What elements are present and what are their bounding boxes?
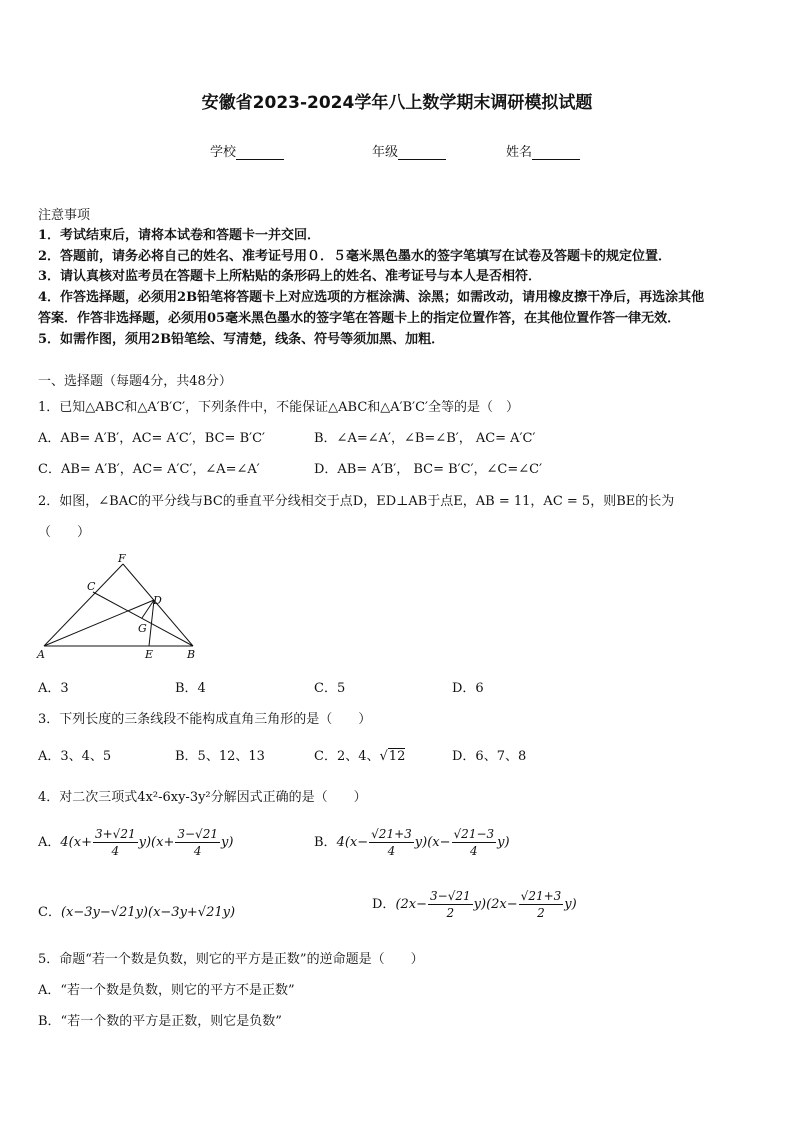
q5-option-a: A．“若一个数是负数，则它的平方不是正数” [38,983,295,998]
q1-option-c: C．AB= A′B′，AC= A′C′，∠A=∠A′ [38,462,260,477]
label-f: F [118,552,126,565]
school-blank [236,147,284,160]
label-c: C [87,580,96,593]
q1-option-d: D．AB= A′B′， BC= B′C′，∠C=∠C′ [314,462,543,477]
label-a: A [37,648,45,661]
label-d: D [153,594,162,607]
sqrt-icon: √ [379,749,388,764]
q5-option-b: B．“若一个数的平方是正数，则它是负数” [38,1014,282,1029]
q3-option-c [314,745,405,764]
q2-paren: （ ） [38,525,91,540]
q2-figure [30,552,210,664]
q2-stem: 2．如图，∠BAC的平分线与BC的垂直平分线相交于点D，ED⊥AB于点E，AB = 11，AC = 5，则BE的长为 [38,494,675,509]
q4-option-c-label: C． [38,905,61,920]
q4-option-d-label: D． [372,897,396,912]
notice-item-5: 5．如需作图，须用2B铅笔绘、写清楚，线条、符号等须加黑、加粗． [38,332,445,347]
notice-heading: 注意事项 [38,208,91,223]
q4-option-a-label: A． [38,835,61,850]
school-field [210,141,284,160]
q3-option-c-prefix: C．2、4、 [314,749,380,764]
q1-option-a: A．AB= A′B′，AC= A′C′，BC= B′C′ [38,431,265,446]
label-g: G [138,622,147,635]
q4-b-frac1: $\frac{√21+3}{4}$ [371,827,412,858]
grade-blank [398,147,446,160]
notice-item-1: 1．考试结束后，请将本试卷和答题卡一并交回． [38,228,321,243]
q4-option-c-expr: (x−3y−√21y)(x−3y+√21y) [60,905,236,920]
q4-option-a: A．4(x+ $\frac{3+√21}{4}$ y)(x+ $\frac{3-√21}{4}$ y) [38,827,234,858]
q4-d-frac2: $\frac{√21+3}{2}$ [520,889,562,920]
q4-a-frac2: $\frac{3-√21}{4}$ [177,827,218,858]
page-title: 安徽省2023-2024学年八上数学期末调研模拟试题 [201,93,593,113]
notice-item-2: 2．答题前，请务必将自己的姓名、准考证号用０．５毫米黑色墨水的签字笔填写在试卷及答题卡的规定位置． [38,249,672,264]
q1-option-b: B．∠A=∠A′，∠B=∠B′， AC= A′C′ [314,431,536,446]
q3-option-b: B．5、12、13 [175,749,265,764]
q2-option-c: C．5 [314,681,346,696]
q3-option-c-radicand: 12 [388,749,406,764]
notice-item-4: 4．作答选择题，必须用2B铅笔将答题卡上对应选项的方框涂满、涂黑；如需改动，请用橡皮擦干净后，再选涂其他 [38,290,705,305]
q4-option-c [38,901,235,920]
q5-stem: 5．命题“若一个数是负数，则它的平方是正数”的逆命题是（ ） [38,952,424,967]
grade-label: 年级 [372,145,399,160]
school-label: 学校 [210,145,237,160]
q3-option-d: D．6、7、8 [452,749,527,764]
q1-stem: 1．已知△ABC和△A′B′C′，下列条件中，不能保证△ABC和△A′B′C′全等的是（ ） [38,400,520,415]
label-b: B [187,648,196,661]
q4-d-frac1: $\frac{3-√21}{2}$ [430,889,471,920]
q2-option-d: D．6 [452,681,484,696]
name-blank [532,147,580,160]
section-heading: 一、选择题（每题4分，共48分） [38,374,232,389]
notice-item-4-cont: 答案．作答非选择题，必须用05毫米黑色墨水的签字笔在答题卡上的指定位置作答，在其他位置作答一律无效． [38,311,681,326]
grade-field [372,141,446,160]
name-field [506,141,580,160]
label-e: E [145,648,154,661]
segment-af [44,564,123,646]
q4-a-frac1: $\frac{3+√21}{4}$ [94,827,136,858]
q4-stem: 4．对二次三项式4x²-6xy-3y²分解因式正确的是（ ） [38,790,367,805]
q4-option-d: D．(2x− $\frac{3-√21}{2}$ y)(2x− $\frac{√21+3}{2}$ y) [372,889,577,920]
q3-option-a: A．3、4、5 [38,749,112,764]
q2-option-a: A．3 [38,681,69,696]
q3-stem: 3．下列长度的三条线段不能构成直角三角形的是（ ） [38,712,372,727]
q4-b-frac2: $\frac{√21-3}{4}$ [453,827,495,858]
name-label: 姓名 [506,145,533,160]
q2-option-b: B．4 [175,681,206,696]
notice-item-3: 3．请认真核对监考员在答题卡上所粘贴的条形码上的姓名、准考证号与本人是否相符． [38,269,542,284]
q4-option-b: B．4(x− $\frac{√21+3}{4}$ y)(x− $\frac{√21-3}{4}$ y) [314,827,510,858]
q4-option-b-label: B． [314,835,337,850]
